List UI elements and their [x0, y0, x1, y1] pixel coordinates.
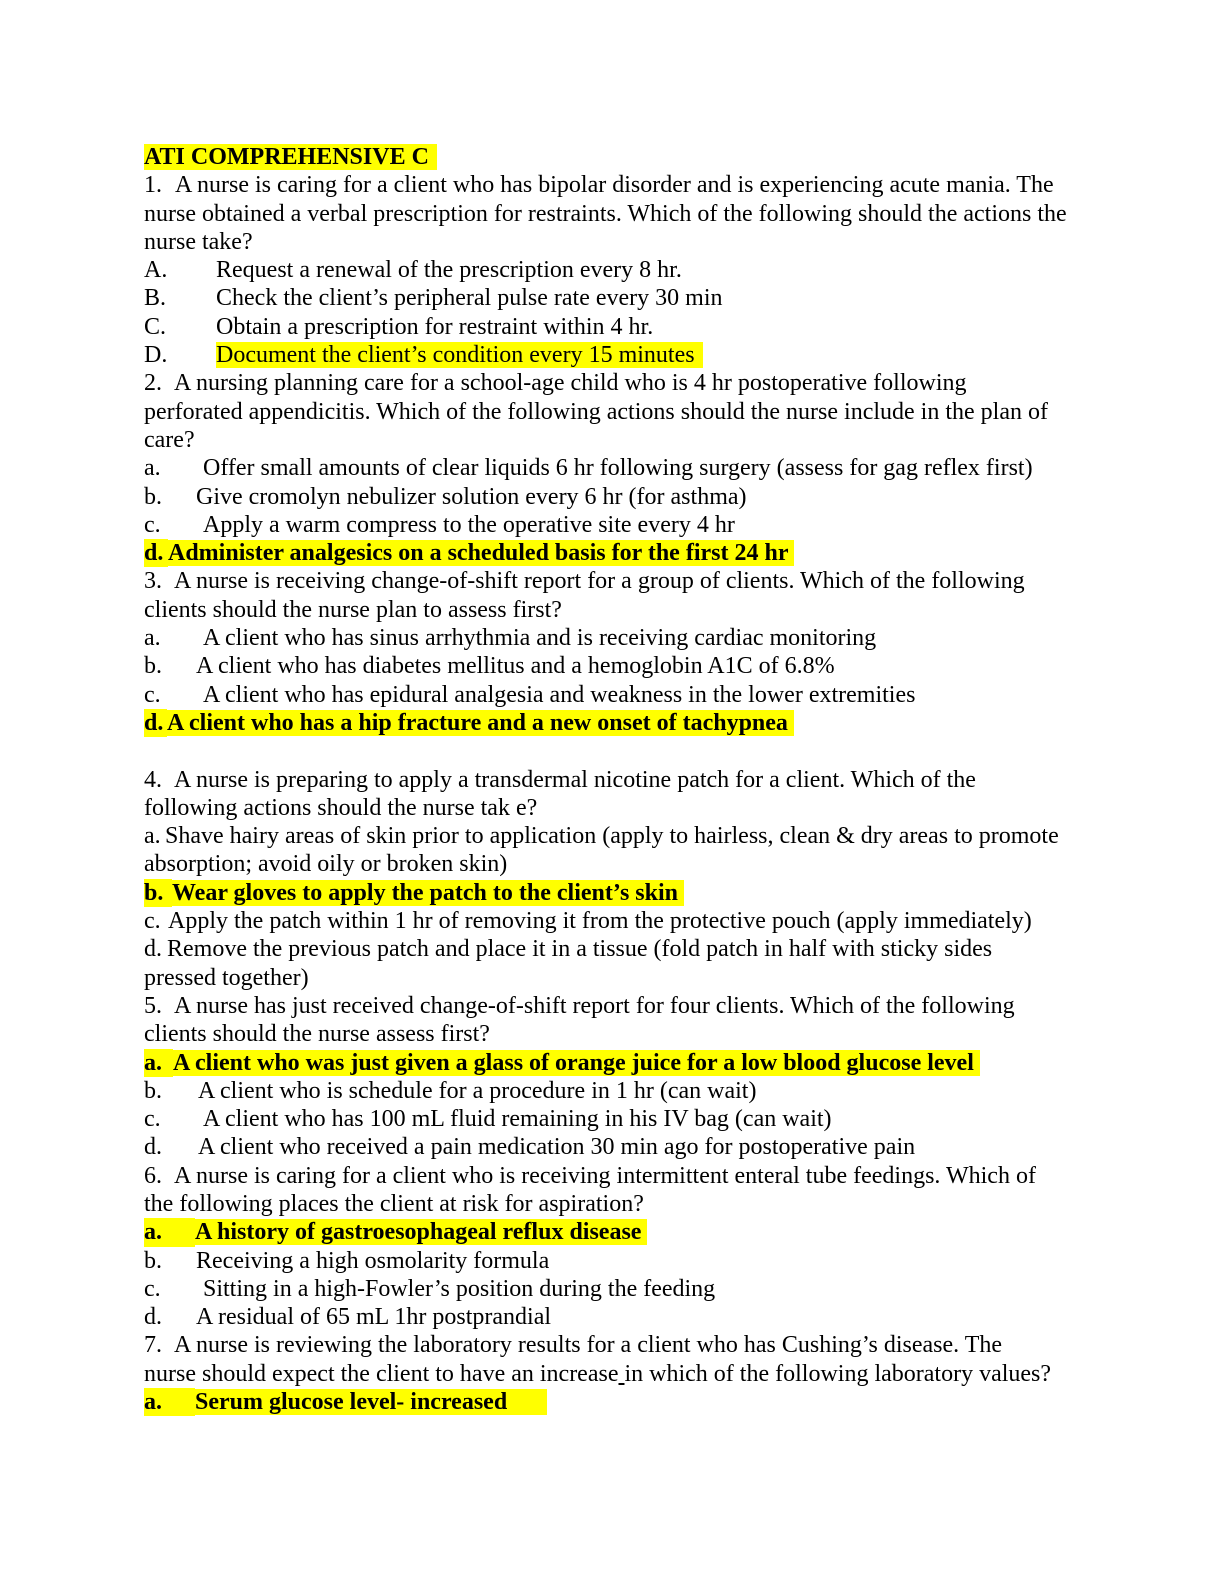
q1-option-a [144, 256, 1089, 284]
text-segment: clients should the nurse assess first? [144, 1021, 490, 1048]
text-segment: Receiving a high osmolarity formula [196, 1247, 550, 1274]
document-content [144, 143, 1089, 1416]
q1-text-line-1 [144, 171, 1089, 199]
text-segment: Remove the previous patch and place it in a tissue (fold patch in half with sticky sides [167, 936, 993, 963]
q4-option-d-prefix: d. [144, 936, 162, 963]
text-segment: A nurse is caring for a client who is receiving intermittent enteral tube feedings. Which of [174, 1162, 1036, 1189]
q2-option-c [144, 511, 1089, 539]
text-segment: following actions should the nurse tak e? [144, 794, 538, 821]
q2-text-line-2 [144, 398, 1089, 426]
text-segment: perforated appendicitis. Which of the following actions should the nurse include in the plan of [144, 398, 1048, 425]
text-segment: Administer analgesics on a scheduled basis for the first 24 hr [168, 540, 794, 566]
q5-option-b [144, 1077, 1089, 1105]
spacer-line [144, 737, 1089, 765]
q3-option-b [144, 652, 1089, 680]
q4-option-c-prefix: c. [144, 908, 161, 935]
q4-option-a-line-2 [144, 850, 1089, 878]
q6-option-c [144, 1275, 1089, 1303]
q3-answer-d-prefix: d. [144, 709, 167, 737]
text-segment: clients should the nurse plan to assess first? [144, 596, 562, 623]
q5-option-d-prefix: d. [144, 1134, 162, 1161]
text-segment: A client who is schedule for a procedure in 1 hr (can wait) [198, 1077, 757, 1104]
q4-answer-b [144, 879, 1089, 907]
q5-option-c-prefix: c. [144, 1106, 161, 1133]
q6-answer-a [144, 1218, 1089, 1246]
text-segment: Give cromolyn nebulizer solution every 6 hr (for asthma) [196, 483, 747, 510]
q7-text-line-1-prefix: 7. [144, 1332, 162, 1359]
q6-option-b [144, 1247, 1089, 1275]
q1-option-b-prefix: B. [144, 285, 167, 312]
q5-answer-a-prefix: a. [144, 1049, 173, 1077]
text-segment: care? [144, 426, 195, 453]
text-segment: A nurse is caring for a client who has bipolar disorder and is experiencing acute mania. The [175, 172, 1054, 199]
text-segment: in which of the following laboratory values? [624, 1360, 1052, 1387]
q6-option-b-prefix: b. [144, 1247, 162, 1274]
q2-text-line-1 [144, 369, 1089, 397]
text-segment: absorption; avoid oily or broken skin) [144, 851, 508, 878]
q6-text-line-1 [144, 1162, 1089, 1190]
q5-text-line-1-prefix: 5. [144, 992, 162, 1019]
q3-option-a-prefix: a. [144, 625, 161, 652]
q2-option-b [144, 483, 1089, 511]
text-segment: A client who has diabetes mellitus and a hemoglobin A1C of 6.8% [196, 653, 835, 680]
text-segment: A history of gastroesophageal reflux disease [195, 1219, 647, 1245]
q3-text-line-2 [144, 596, 1089, 624]
q1-option-c [144, 313, 1089, 341]
text-segment: Check the client’s peripheral pulse rate every 30 min [216, 285, 723, 312]
q1-option-a-prefix: A. [144, 257, 168, 284]
q6-option-d-prefix: d. [144, 1304, 162, 1331]
text-segment: A nursing planning care for a school-age child who is 4 hr postoperative following [174, 370, 967, 397]
text-segment: A client who was just given a glass of orange juice for a low blood glucose level [173, 1050, 980, 1076]
text-segment: A residual of 65 mL 1hr postprandial [196, 1304, 552, 1331]
text-segment: Wear gloves to apply the patch to the client’s skin [172, 880, 684, 906]
q4-text-line-1-prefix: 4. [144, 766, 162, 793]
q6-answer-a-prefix: a. [144, 1218, 195, 1246]
q2-text-line-1-prefix: 2. [144, 370, 162, 397]
q7-text-line-1 [144, 1331, 1089, 1359]
q4-answer-b-prefix: b. [144, 879, 172, 907]
text-segment: Request a renewal of the prescription every 8 hr. [216, 257, 682, 284]
q7-text-line-2 [144, 1360, 1089, 1388]
q7-answer-a-prefix: a. [144, 1388, 195, 1416]
q4-text-line-2 [144, 794, 1089, 822]
q4-option-d-line-2 [144, 964, 1089, 992]
text-segment: A nurse has just received change-of-shift report for four clients. Which of the following [174, 992, 1015, 1019]
doc-title [144, 143, 1089, 171]
q3-option-a [144, 624, 1089, 652]
q7-answer-a [144, 1388, 1089, 1416]
q6-text-line-1-prefix: 6. [144, 1162, 162, 1189]
q2-option-a-prefix: a. [144, 455, 161, 482]
q6-option-c-prefix: c. [144, 1275, 161, 1302]
text-segment: nurse take? [144, 228, 253, 255]
q2-option-a [144, 454, 1089, 482]
q5-option-b-prefix: b. [144, 1077, 162, 1104]
text-segment: pressed together) [144, 964, 309, 991]
text-segment: the following places the client at risk for aspiration? [144, 1190, 644, 1217]
q3-text-line-1-prefix: 3. [144, 568, 162, 595]
text-segment: Sitting in a high-Fowler’s position during the feeding [203, 1275, 716, 1302]
text-segment: Shave hairy areas of skin prior to application (apply to hairless, clean & dry areas to promote [165, 823, 1059, 850]
text-segment: A nurse is receiving change-of-shift report for a group of clients. Which of the following [174, 568, 1025, 595]
text-segment: A client who has 100 mL fluid remaining in his IV bag (can wait) [203, 1106, 832, 1133]
q2-option-b-prefix: b. [144, 483, 162, 510]
q1-text-line-3 [144, 228, 1089, 256]
text-segment: A nurse is preparing to apply a transdermal nicotine patch for a client. Which of the [174, 766, 976, 793]
text-segment: nurse should expect the client to have an increase [144, 1360, 619, 1387]
q5-option-d [144, 1133, 1089, 1161]
text-segment: Apply the patch within 1 hr of removing it from the protective pouch (apply immediately) [168, 908, 1032, 935]
q5-text-line-2 [144, 1020, 1089, 1048]
text-segment: nurse obtained a verbal prescription for restraints. Which of the following should the actions the [144, 200, 1067, 227]
q5-option-c [144, 1105, 1089, 1133]
q2-option-c-prefix: c. [144, 511, 161, 538]
q1-text-line-2 [144, 200, 1089, 228]
q5-answer-a [144, 1049, 1089, 1077]
q3-option-c [144, 681, 1089, 709]
text-segment: Apply a warm compress to the operative site every 4 hr [203, 511, 735, 538]
q4-option-c [144, 907, 1089, 935]
text-segment: A nurse is reviewing the laboratory results for a client who has Cushing’s disease. The [174, 1332, 1003, 1359]
q3-answer-d [144, 709, 1089, 737]
q3-option-c-prefix: c. [144, 681, 161, 708]
q2-answer-d [144, 539, 1089, 567]
text-segment: ATI COMPREHENSIVE C [144, 144, 437, 170]
q1-answer-d-prefix: D. [144, 342, 168, 369]
text-segment: A client who received a pain medication 30 min ago for postoperative pain [198, 1134, 916, 1161]
q4-text-line-1 [144, 766, 1089, 794]
q4-option-a-prefix: a. [144, 823, 161, 850]
q4-option-d [144, 935, 1089, 963]
text-segment: Document the client’s condition every 15 minutes [216, 342, 703, 368]
text-segment: Offer small amounts of clear liquids 6 hr following surgery (assess for gag reflex first) [203, 455, 1033, 482]
q2-text-line-3 [144, 426, 1089, 454]
q1-text-line-1-prefix: 1. [144, 172, 162, 199]
q3-option-b-prefix: b. [144, 653, 162, 680]
q2-answer-d-prefix: d. [144, 539, 168, 567]
q1-option-b [144, 284, 1089, 312]
q5-text-line-1 [144, 992, 1089, 1020]
q1-answer-d [144, 341, 1089, 369]
q4-option-a [144, 822, 1089, 850]
text-segment: A client who has a hip fracture and a new onset of tachypnea [167, 710, 794, 736]
text-segment: Obtain a prescription for restraint within 4 hr. [216, 313, 654, 340]
text-segment: A client who has epidural analgesia and weakness in the lower extremities [203, 681, 916, 708]
q1-option-c-prefix: C. [144, 313, 167, 340]
text-segment: A client who has sinus arrhythmia and is receiving cardiac monitoring [203, 625, 877, 652]
q3-text-line-1 [144, 567, 1089, 595]
q6-text-line-2 [144, 1190, 1089, 1218]
text-segment: Serum glucose level- increased [195, 1389, 547, 1415]
q6-option-d [144, 1303, 1089, 1331]
